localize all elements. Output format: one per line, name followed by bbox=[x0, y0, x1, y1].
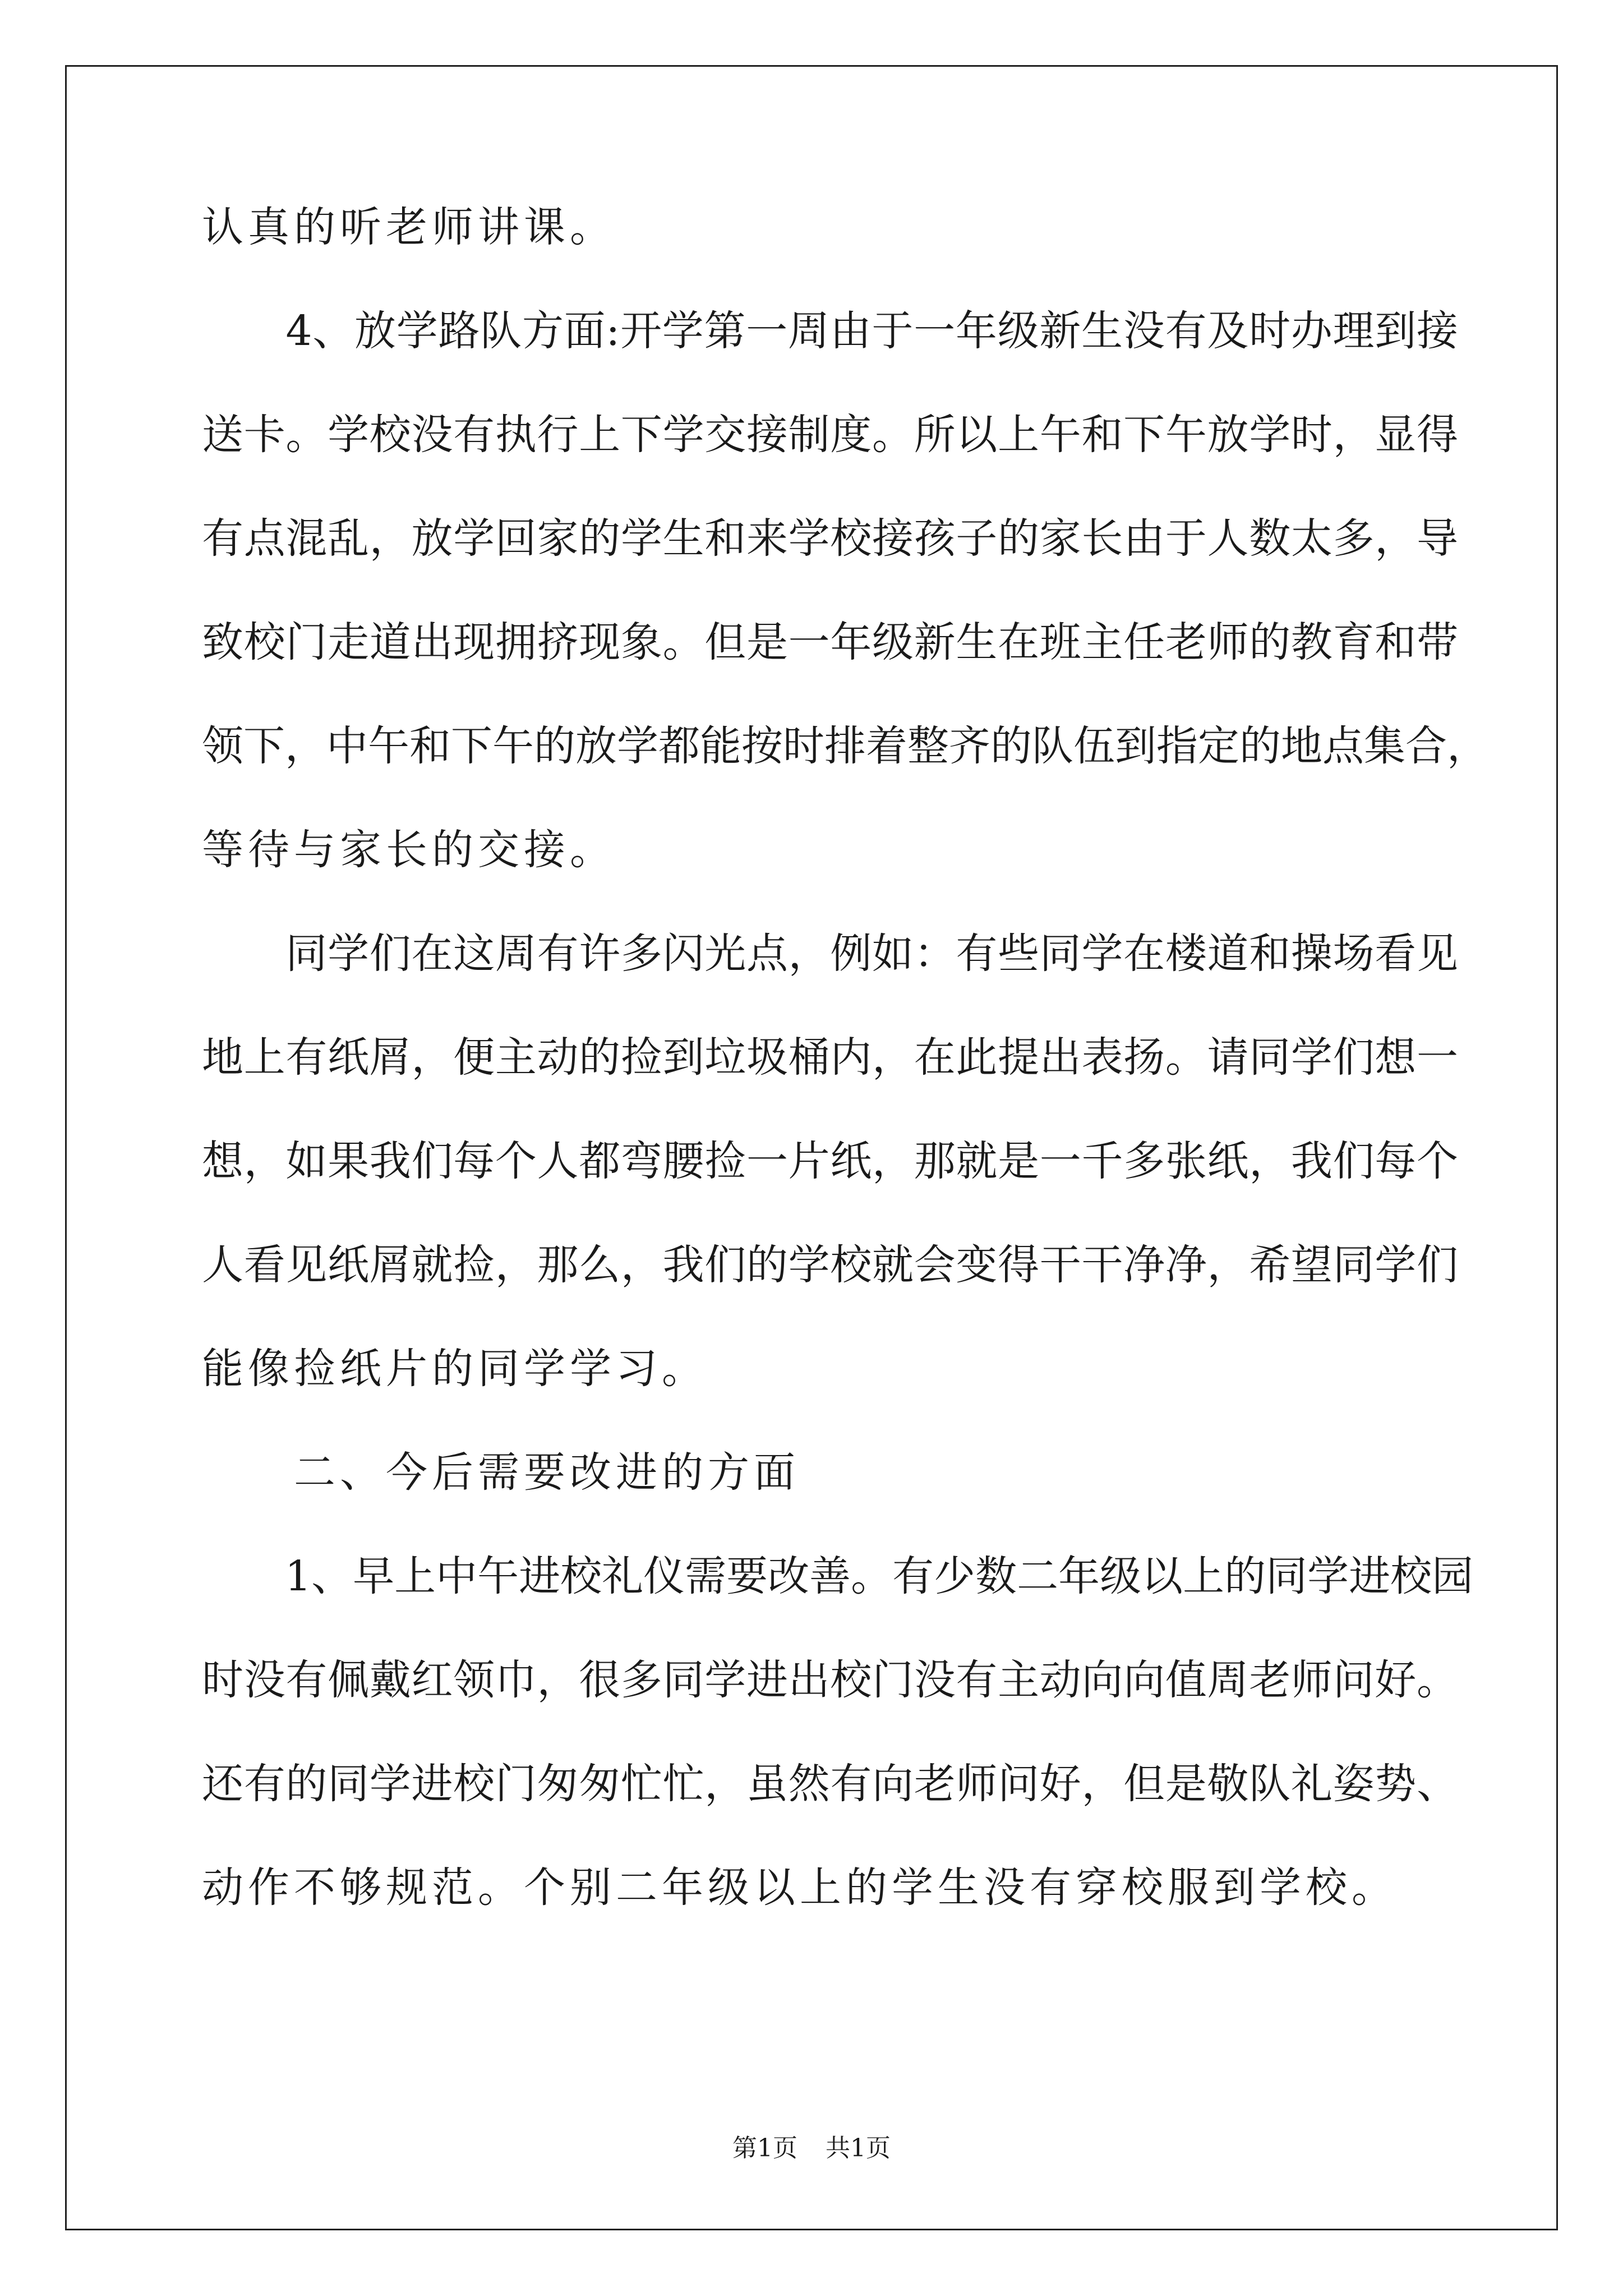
text-line: 动作不够规范。个别二年级以上的学生没有穿校服到学校。 bbox=[202, 1864, 1398, 1912]
text-line: 领下，中午和下午的放学都能按时排着整齐的队伍到指定的地点集合， bbox=[202, 722, 1488, 770]
section-heading: 二、今后需要改进的方面 bbox=[202, 1448, 800, 1497]
text-line: 还有的同学进校门匆匆忙忙，虽然有向老师问好，但是敬队礼姿势、 bbox=[202, 1760, 1458, 1808]
text-line: 同学们在这周有许多闪光点，例如：有些同学在楼道和操场看见 bbox=[202, 930, 1458, 978]
text-line: 认真的听老师讲课。 bbox=[202, 203, 616, 251]
page-number-total: 共1页 bbox=[826, 2134, 891, 2162]
text-line: 致校门走道出现拥挤现象。但是一年级新生在班主任老师的教育和带 bbox=[202, 618, 1458, 666]
page-footer bbox=[0, 2132, 1623, 2165]
text-line: 想，如果我们每个人都弯腰捡一片纸，那就是一千多张纸，我们每个 bbox=[202, 1137, 1458, 1185]
text-line: 等待与家长的交接。 bbox=[202, 826, 616, 874]
page-number-current: 第1页 bbox=[732, 2134, 797, 2162]
text-line: 地上有纸屑，便主动的捡到垃圾桶内，在此提出表扬。请同学们想一 bbox=[202, 1033, 1458, 1082]
text-line: 人看见纸屑就捡，那么，我们的学校就会变得干干净净，希望同学们 bbox=[202, 1241, 1458, 1289]
text-line: 有点混乱，放学回家的学生和来学校接孩子的家长由于人数太多，导 bbox=[202, 514, 1458, 563]
text-line: 4、放学路队方面:开学第一周由于一年级新生没有及时办理到接 bbox=[202, 307, 1458, 355]
text-line: 送卡。学校没有执行上下学交接制度。所以上午和下午放学时，显得 bbox=[202, 411, 1458, 459]
text-line: 时没有佩戴红领巾，很多同学进出校门没有主动向向值周老师问好。 bbox=[202, 1656, 1458, 1704]
text-line: 能像捡纸片的同学学习。 bbox=[202, 1345, 708, 1393]
text-line: 1、早上中午进校礼仪需要改善。有少数二年级以上的同学进校园 bbox=[202, 1552, 1474, 1600]
